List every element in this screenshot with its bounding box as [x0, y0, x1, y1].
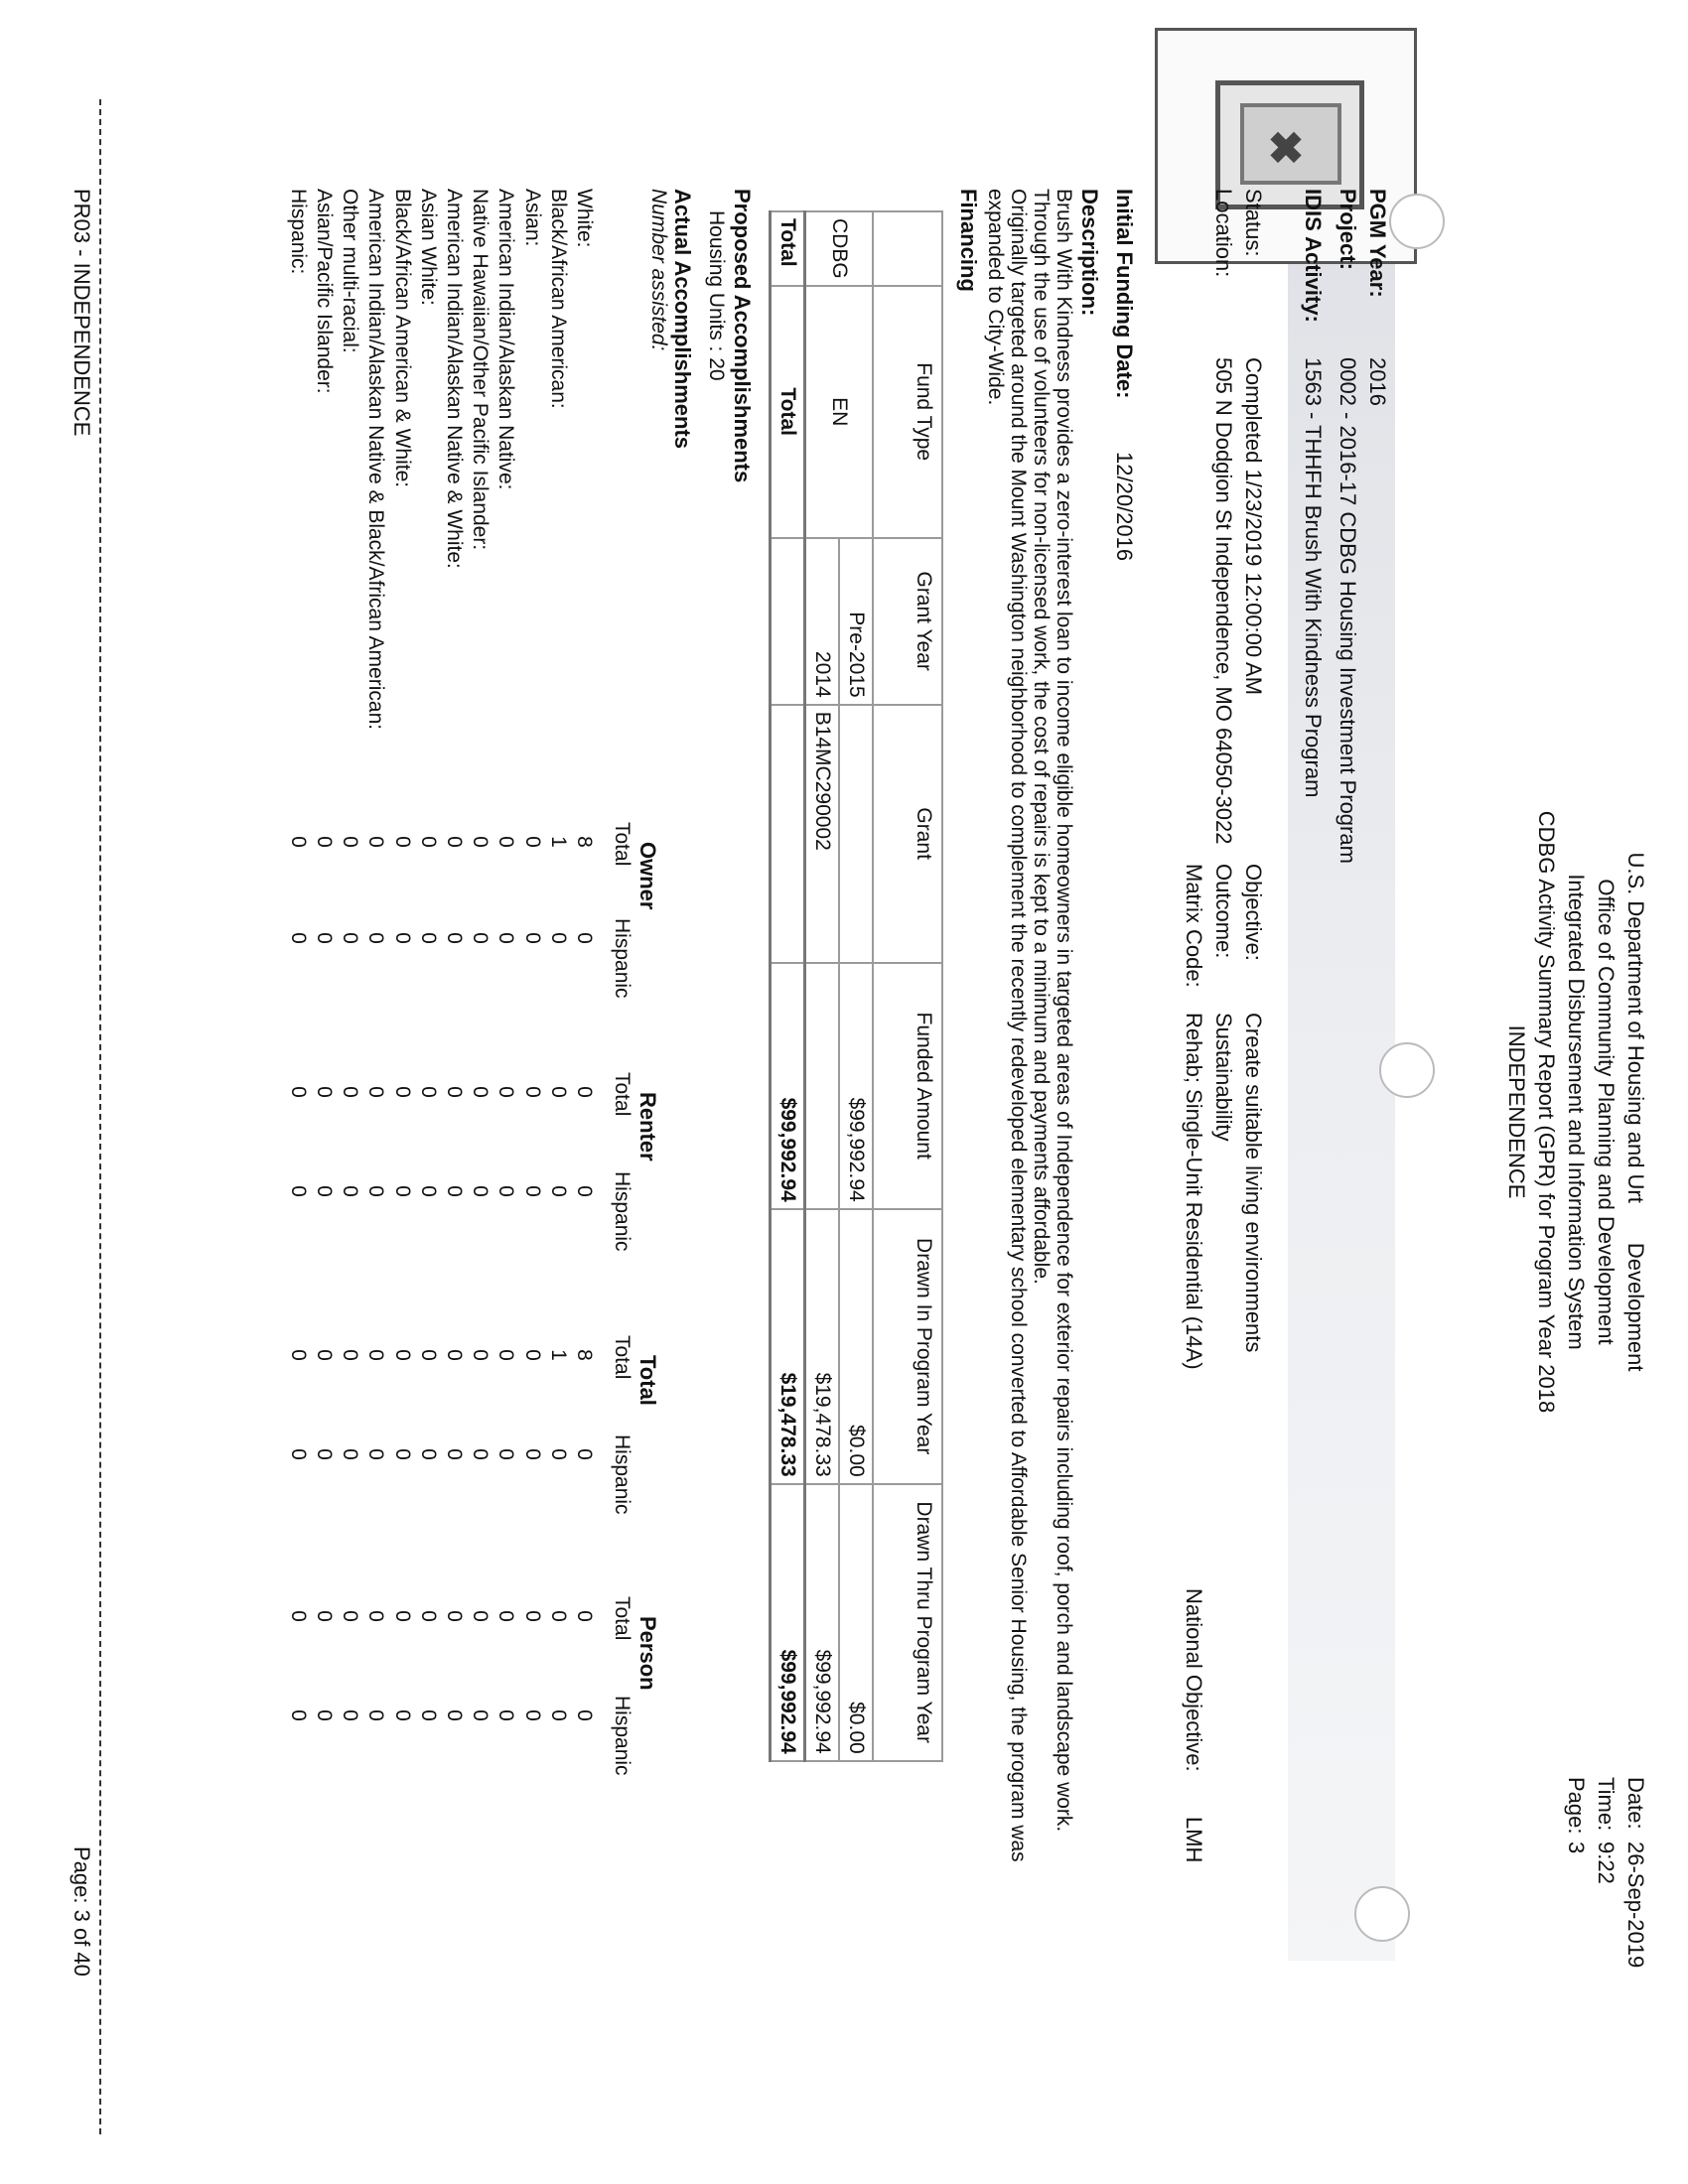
count-cell: 0 [573, 1185, 596, 1197]
count-cell: 0 [443, 1086, 466, 1098]
count-cell: 0 [417, 932, 440, 944]
group-header: Owner [635, 842, 660, 910]
count-cell: 0 [443, 836, 466, 848]
location-label: Location: [1211, 189, 1236, 278]
count-cell: 0 [521, 932, 544, 944]
count-cell: 0 [339, 932, 361, 944]
count-cell: 0 [547, 1086, 570, 1098]
project: 0002 - 2016-17 CDBG Housing Investment Program [1336, 357, 1360, 864]
matrix-label: Matrix Code: [1182, 864, 1206, 988]
grantee-title: INDEPENDENCE [1504, 1024, 1529, 1199]
financing-cell: $99,992.94 [839, 963, 873, 1209]
count-cell: 0 [287, 1185, 310, 1197]
row-label: Other multi-racial: [339, 189, 361, 353]
count-cell: 0 [469, 1086, 492, 1098]
count-cell: 0 [573, 932, 596, 944]
count-cell: 0 [391, 1349, 414, 1361]
count-cell: 0 [313, 836, 336, 848]
count-cell: 8 [573, 1349, 596, 1361]
national-objective-label: National Objective: [1182, 1588, 1206, 1772]
financing-cell: EN [805, 286, 874, 538]
agency-title: U.S. Department of Housing and UrtDevelopment [1623, 852, 1648, 1372]
row-label: American Indian/Alaskan Native: [494, 189, 517, 490]
count-cell: 0 [313, 1610, 336, 1622]
count-cell: 0 [417, 1349, 440, 1361]
count-cell: 0 [287, 1349, 310, 1361]
row-label: Asian White: [417, 189, 440, 306]
row-label: Asian: [521, 189, 544, 247]
financing-cell: Pre-2015 [839, 538, 873, 705]
time-value: 9:22 [1594, 1842, 1618, 1884]
count-cell: 0 [573, 1086, 596, 1098]
idis-label: IDIS Activity: [1301, 189, 1326, 323]
page-value: 3 [1564, 1842, 1589, 1854]
count-cell: 0 [417, 1709, 440, 1721]
report-title: CDBG Activity Summary Report (GPR) for Program Year 2018 [1534, 810, 1559, 1414]
description-line: Originally targeted around the Mount Washington neighborhood to complement the recently redeveloped elementary school converted to Affordable Senior Housing, the program was [1007, 189, 1030, 1862]
count-cell: 0 [364, 1086, 387, 1098]
count-cell: 0 [494, 836, 517, 848]
row-label: American Indian/Alaskan Native & Black/African American: [364, 189, 387, 731]
initial-funding-label: Initial Funding Date: [1112, 189, 1137, 399]
count-cell: 0 [521, 1610, 544, 1622]
count-cell: 0 [391, 932, 414, 944]
pgm-year-label: PGM Year: [1365, 189, 1390, 298]
count-cell: 0 [313, 1448, 336, 1460]
national-objective: LMH [1182, 1817, 1206, 1863]
count-cell: 0 [287, 1448, 310, 1460]
financing-label: Financing [956, 189, 981, 292]
count-cell: 0 [391, 1709, 414, 1721]
count-cell: 0 [443, 932, 466, 944]
header-cell: Grant Year [873, 538, 942, 705]
description-label: Description: [1077, 189, 1102, 317]
header-cell: Grant [873, 705, 942, 963]
objective-label: Objective: [1241, 864, 1266, 961]
count-cell: 0 [339, 1610, 361, 1622]
column-subheader: Total [611, 1072, 633, 1117]
actual-accomplishments-label: Actual Accomplishments [670, 189, 695, 450]
row-label: Black/African American & White: [391, 189, 414, 488]
status-label: Status: [1241, 189, 1266, 257]
count-cell: 0 [469, 836, 492, 848]
count-cell: 0 [469, 1709, 492, 1721]
header-cell: Funded Amount [873, 963, 942, 1209]
status: Completed 1/23/2019 12:00:00 AM [1241, 357, 1266, 696]
financing-header-row [873, 211, 942, 1761]
count-cell: 0 [391, 836, 414, 848]
row-label: White: [573, 189, 596, 248]
count-cell: 0 [287, 836, 310, 848]
page-label: Page: [1564, 1777, 1589, 1835]
count-cell: 0 [287, 1709, 310, 1721]
location: 505 N Dodgion St Independence, MO 64050-3022 [1211, 357, 1236, 845]
count-cell: 0 [494, 1086, 517, 1098]
row-label: Black/African American: [547, 189, 570, 409]
count-cell: 0 [417, 836, 440, 848]
count-cell: 0 [313, 1086, 336, 1098]
financing-cell: CDBG [805, 211, 874, 286]
count-cell: 0 [573, 1448, 596, 1460]
punch-hole-center [1379, 1042, 1435, 1098]
financing-total-cell: Total [771, 286, 805, 538]
punch-hole-right [1354, 1886, 1410, 1942]
financing-total-cell: $19,478.33 [771, 1209, 805, 1484]
count-cell: 8 [573, 836, 596, 848]
financing-cell [839, 705, 873, 963]
count-cell: 0 [364, 1709, 387, 1721]
count-cell: 0 [494, 1349, 517, 1361]
financing-total-cell: $99,992.94 [771, 963, 805, 1209]
matrix-code: Rehab; Single-Unit Residential (14A) [1182, 1013, 1206, 1370]
outcome-label: Outcome: [1211, 864, 1236, 959]
count-cell: 0 [391, 1185, 414, 1197]
count-cell: 0 [521, 1086, 544, 1098]
header-cell: Fund Type [873, 286, 942, 538]
count-cell: 0 [547, 1448, 570, 1460]
count-cell: 0 [573, 1709, 596, 1721]
count-cell: 0 [417, 1448, 440, 1460]
count-cell: 0 [443, 1610, 466, 1622]
count-cell: 0 [391, 1086, 414, 1098]
count-cell: 0 [391, 1448, 414, 1460]
row-label: Asian/Pacific Islander: [313, 189, 336, 394]
count-cell: 0 [521, 1709, 544, 1721]
number-assisted-label: Number assisted: [647, 189, 670, 351]
system-title: Integrated Disbursement and Information System [1564, 874, 1589, 1350]
financing-cell [805, 963, 840, 1209]
count-cell: 0 [469, 1610, 492, 1622]
financing-cell: 2014 [805, 538, 840, 705]
objective: Create suitable living environments [1241, 1013, 1266, 1353]
seal-glyph: ✖ [1260, 129, 1309, 166]
group-header: Person [635, 1616, 660, 1691]
count-cell: 0 [417, 1086, 440, 1098]
count-cell: 0 [443, 1185, 466, 1197]
count-cell: 0 [313, 1349, 336, 1361]
count-cell: 0 [313, 1185, 336, 1197]
column-subheader: Total [611, 822, 633, 867]
row-label: Native Hawaiian/Other Pacific Islander: [469, 189, 492, 551]
description-line: Through the use of volunteers for non-licensed work, the cost of repairs is kept to a minimum and payments affordable. [1030, 189, 1053, 1285]
financing-cell: $19,478.33 [805, 1209, 840, 1484]
column-subheader: Hispanic [611, 1696, 633, 1776]
column-subheader: Hispanic [611, 1434, 633, 1515]
financing-cell: B14MC290002 [805, 705, 840, 963]
column-subheader: Total [611, 1596, 633, 1641]
count-cell: 0 [443, 1448, 466, 1460]
date-label: Date: [1623, 1777, 1648, 1830]
count-cell: 1 [547, 1349, 570, 1361]
financing-cell: $99,992.94 [805, 1484, 840, 1761]
count-cell: 0 [391, 1610, 414, 1622]
column-subheader: Hispanic [611, 918, 633, 999]
count-cell: 0 [469, 1185, 492, 1197]
financing-total-cell [771, 538, 805, 705]
financing-cell: $0.00 [839, 1484, 873, 1761]
count-cell: 0 [364, 1185, 387, 1197]
row-label: Hispanic: [287, 189, 310, 275]
count-cell: 0 [339, 836, 361, 848]
count-cell: 0 [417, 1610, 440, 1622]
footer-page-number: Page: 3 of 40 [70, 1846, 94, 1977]
count-cell: 0 [469, 1349, 492, 1361]
column-subheader: Hispanic [611, 1171, 633, 1252]
count-cell: 0 [547, 1610, 570, 1622]
count-cell: 0 [313, 1709, 336, 1721]
count-cell: 0 [547, 1185, 570, 1197]
count-cell: 0 [547, 1709, 570, 1721]
count-cell: 0 [287, 1086, 310, 1098]
project-label: Project: [1336, 189, 1360, 270]
count-cell: 0 [287, 932, 310, 944]
footer-report-id: PR03 - INDEPENDENCE [70, 189, 94, 437]
count-cell: 0 [521, 1349, 544, 1361]
count-cell: 0 [494, 1709, 517, 1721]
count-cell: 0 [494, 1448, 517, 1460]
office-title: Office of Community Planning and Development [1594, 879, 1618, 1345]
count-cell: 0 [494, 932, 517, 944]
count-cell: 0 [469, 1448, 492, 1460]
footer-divider [99, 99, 101, 2134]
idis-activity: 1563 - THHFH Brush With Kindness Program [1301, 357, 1326, 798]
financing-cell: $0.00 [839, 1209, 873, 1484]
count-cell: 0 [494, 1185, 517, 1197]
count-cell: 0 [521, 1185, 544, 1197]
count-cell: 0 [417, 1185, 440, 1197]
financing-total-cell: Total [771, 211, 805, 286]
description-line: Brush With Kindness provides a zero-interest loan to income eligible homeowners in targeted areas of Independence for exterior repairs including roof, porch and landscape work. [1053, 189, 1075, 1833]
outcome: Sustainability [1211, 1013, 1236, 1142]
count-cell: 0 [494, 1610, 517, 1622]
count-cell: 0 [339, 1349, 361, 1361]
count-cell: 0 [364, 836, 387, 848]
date-value: 26-Sep-2019 [1623, 1842, 1648, 1969]
housing-units: Housing Units : 20 [705, 210, 728, 381]
header-cell: Drawn Thru Program Year [873, 1484, 942, 1761]
count-cell: 0 [443, 1349, 466, 1361]
count-cell: 0 [364, 932, 387, 944]
count-cell: 0 [339, 1086, 361, 1098]
description-line: expanded to City-Wide. [984, 189, 1007, 406]
count-cell: 0 [364, 1349, 387, 1361]
row-label: American Indian/Alaskan Native & White: [443, 189, 466, 569]
financing-total-cell: $99,992.94 [771, 1484, 805, 1761]
proposed-label: Proposed Accomplishments [730, 189, 755, 483]
pgm-year: 2016 [1365, 357, 1390, 406]
group-header: Renter [635, 1092, 660, 1161]
count-cell: 0 [469, 932, 492, 944]
count-cell: 0 [521, 836, 544, 848]
count-cell: 0 [287, 1610, 310, 1622]
group-header: Total [635, 1355, 660, 1406]
header-cell: Drawn In Program Year [873, 1209, 942, 1484]
count-cell: 1 [547, 836, 570, 848]
initial-funding-date: 12/20/2016 [1112, 452, 1137, 562]
financing-row [839, 211, 873, 1761]
count-cell: 0 [364, 1448, 387, 1460]
count-cell: 0 [364, 1610, 387, 1622]
time-label: Time: [1594, 1777, 1618, 1832]
count-cell: 0 [521, 1448, 544, 1460]
count-cell: 0 [313, 932, 336, 944]
column-subheader: Total [611, 1335, 633, 1380]
count-cell: 0 [547, 932, 570, 944]
financing-total-cell [771, 705, 805, 963]
header-cell [873, 211, 942, 286]
financing-total-row [771, 211, 805, 1761]
count-cell: 0 [339, 1185, 361, 1197]
count-cell: 0 [443, 1709, 466, 1721]
count-cell: 0 [339, 1709, 361, 1721]
count-cell: 0 [573, 1610, 596, 1622]
count-cell: 0 [339, 1448, 361, 1460]
financing-table [769, 210, 943, 1762]
punch-hole-left [1389, 194, 1445, 249]
